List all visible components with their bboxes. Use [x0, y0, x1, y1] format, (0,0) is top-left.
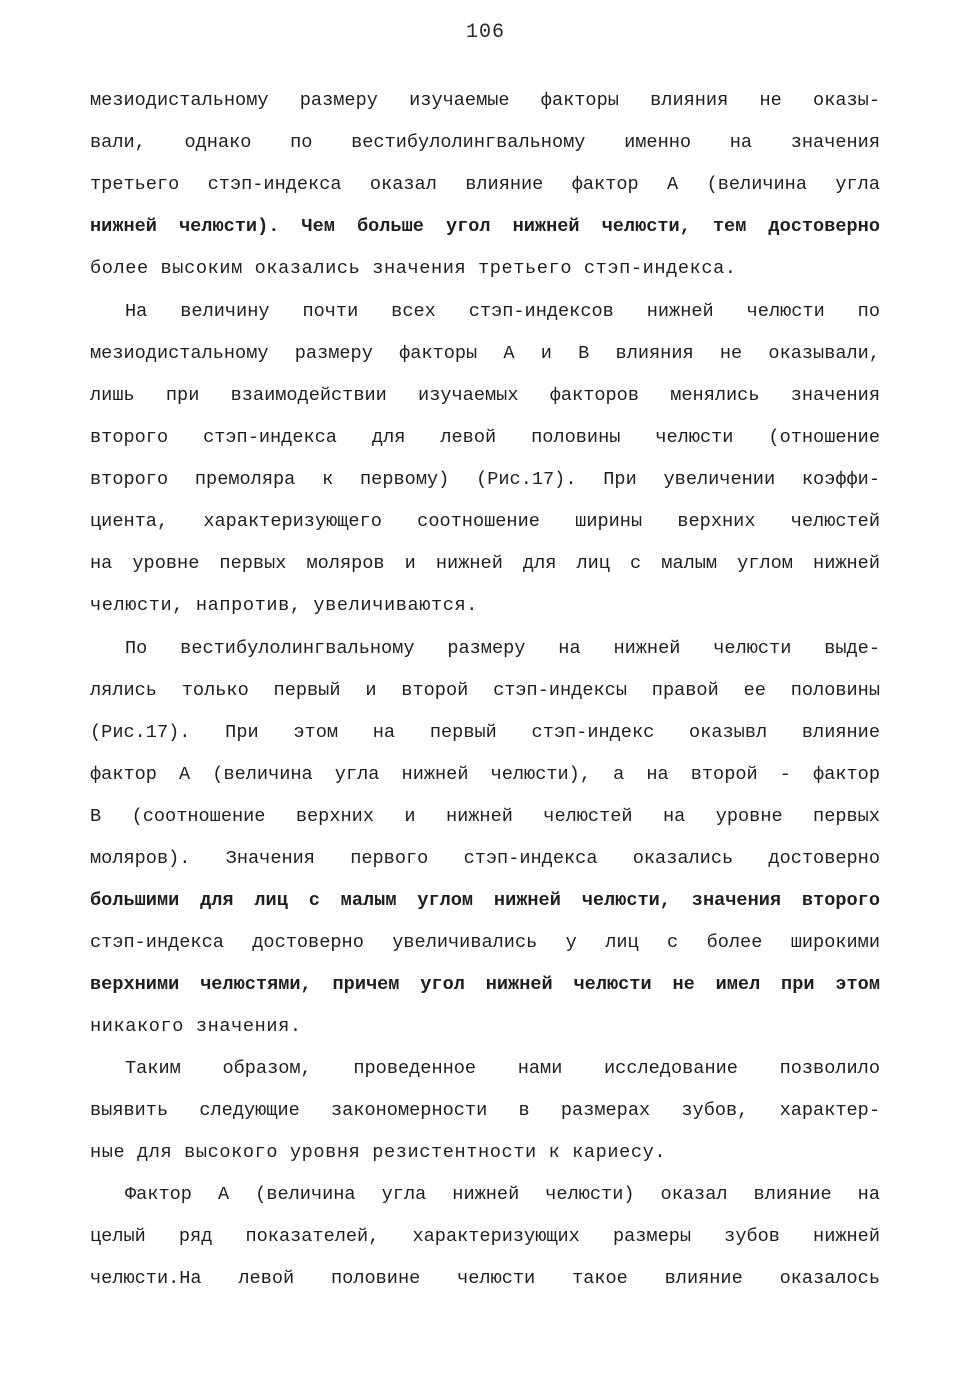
- paragraph-line: верхними челюстями, причем угол нижней челюсти не имел при этом: [90, 974, 880, 995]
- paragraph-line: мезиодистальному размеру изучаемые факторы влияния не оказы-: [90, 90, 880, 111]
- paragraph-line: вали, однако по вестибулолингвальному именно на значения: [90, 132, 880, 153]
- paragraph-line: нижней челюсти). Чем больше угол нижней челюсти, тем достоверно: [90, 216, 880, 237]
- paragraph-line: В (соотношение верхних и нижней челюстей на уровне первых: [90, 806, 880, 827]
- paragraph-line: целый ряд показателей, характеризующих размеры зубов нижней: [90, 1226, 880, 1247]
- paragraph-line: моляров). Значения первого стэп-индекса оказались достоверно: [90, 848, 880, 869]
- paragraph-line: циента, характеризующего соотношение ширины верхних челюстей: [90, 511, 880, 532]
- paragraph-line: второго премоляра к первому) (Рис.17). При увеличении коэффи-: [90, 469, 880, 490]
- paragraph-line: на уровне первых моляров и нижней для лиц с малым углом нижней: [90, 553, 880, 574]
- paragraph-line: стэп-индекса достоверно увеличивались у лиц с более широкими: [90, 932, 880, 953]
- paragraph-line: На величину почти всех стэп-индексов нижней челюсти по: [125, 301, 880, 322]
- paragraph-line: выявить следующие закономерности в размерах зубов, характер-: [90, 1100, 880, 1121]
- paragraph-line: лишь при взаимодействии изучаемых факторов менялись значения: [90, 385, 880, 406]
- paragraph-line: лялись только первый и второй стэп-индексы правой ее половины: [90, 680, 880, 701]
- paragraph-line: мезиодистальному размеру факторы А и В влияния не оказывали,: [90, 343, 880, 364]
- paragraph-line: фактор А (величина угла нижней челюсти), а на второй - фактор: [90, 764, 880, 785]
- paragraph-line: челюсти.На левой половине челюсти такое влияние оказалось: [90, 1268, 880, 1289]
- paragraph-line: Таким образом, проведенное нами исследование позволило: [125, 1058, 880, 1079]
- paragraph-line: Фактор А (величина угла нижней челюсти) оказал влияние на: [125, 1184, 880, 1205]
- paragraph-line: большими для лиц с малым углом нижней челюсти, значения второго: [90, 890, 880, 911]
- paragraph-line: более высоким оказались значения третьего стэп-индекса.: [90, 258, 737, 279]
- paragraph-line: второго стэп-индекса для левой половины челюсти (отношение: [90, 427, 880, 448]
- paragraph-line: челюсти, напротив, увеличиваются.: [90, 595, 479, 616]
- page-number: 106: [465, 21, 505, 44]
- paragraph-line: ные для высокого уровня резистентности к кариесу.: [90, 1142, 667, 1163]
- paragraph-line: (Рис.17). При этом на первый стэп-индекс оказывл влияние: [90, 722, 880, 743]
- paragraph-line: По вестибулолингвальному размеру на нижней челюсти выде-: [125, 638, 880, 659]
- paragraph-line: третьего стэп-индекса оказал влияние фактор А (величина угла: [90, 174, 880, 195]
- paragraph-line: никакого значения.: [90, 1016, 302, 1037]
